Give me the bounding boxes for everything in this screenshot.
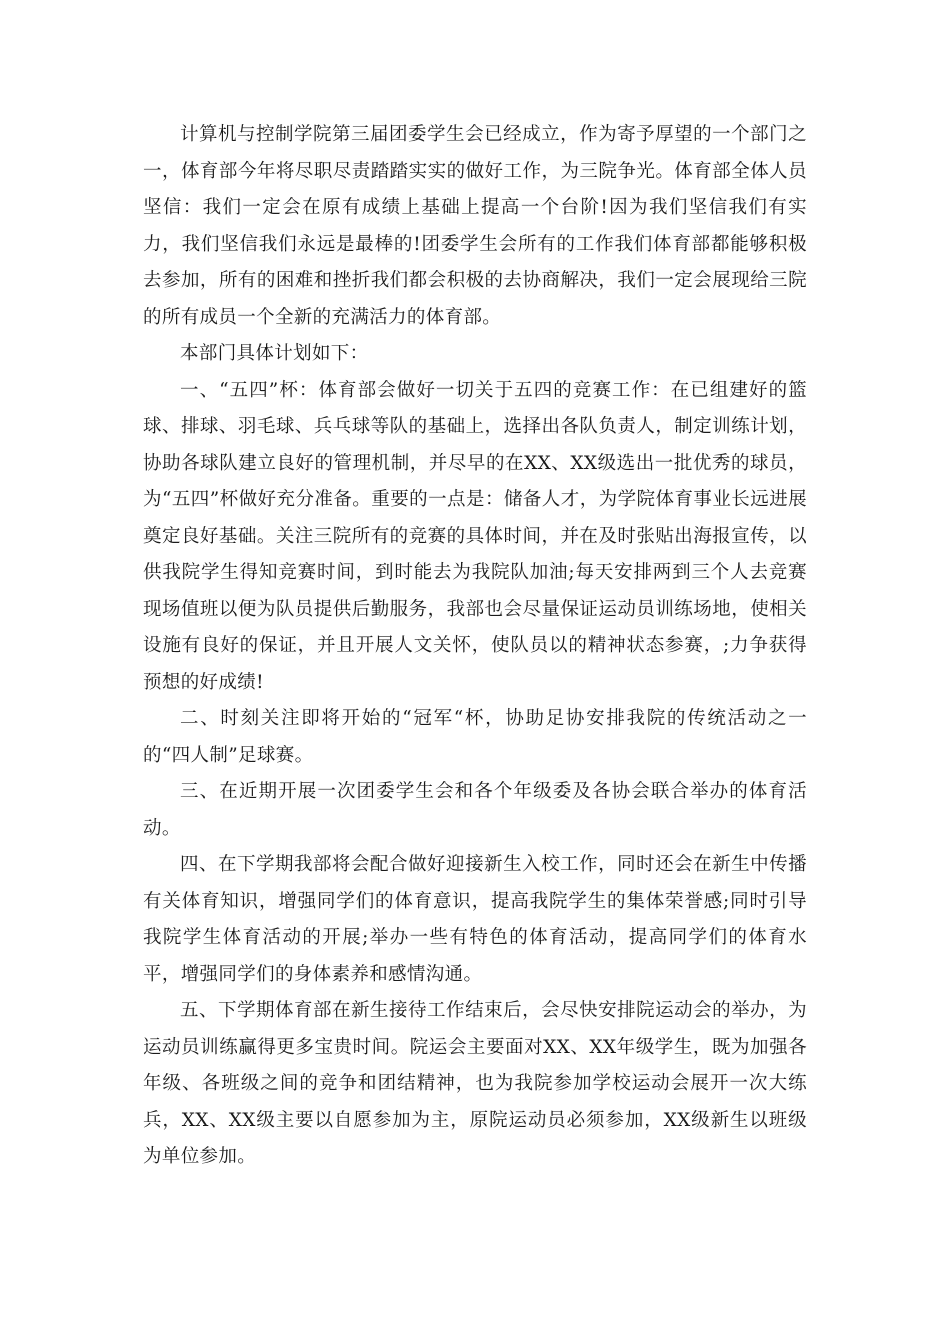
plan-item-4-paragraph: 四、在下学期我部将会配合做好迎接新生入校工作，同时还会在新生中传播有关体育知识，增强同学们的体育意识，提高我院学生的集体荣誉感;同时引导我院学生体育活动的开展;举办一些有特色的体育活动，提高同学们的体育水平，增强同学们的身体素养和感情沟通。 (143, 854, 807, 985)
plan-item-5-paragraph: 五、下学期体育部在新生接待工作结束后，会尽快安排院运动会的举办，为运动员训练赢得更多宝贵时间。院运会主要面对XX、XX年级学生，既为加强各年级、各班级之间的竞争和团结精神，也为我院参加学校运动会展开一次大练兵，XX、XX级主要以自愿参加为主，原院运动员必须参加，XX级新生以班级为单位参加。 (143, 1000, 807, 1167)
plan-item-2-paragraph: 二、时刻关注即将开始的“冠军“杯，协助足协安排我院的传统活动之一的“四人制”足球赛。 (143, 708, 807, 766)
plan-heading-paragraph: 本部门具体计划如下： (180, 343, 369, 364)
document-body (143, 117, 807, 1176)
intro-paragraph: 计算机与控制学院第三届团委学生会已经成立，作为寄予厚望的一个部门之一，体育部今年将尽职尽责踏踏实实的做好工作，为三院争光。体育部全体人员坚信：我们一定会在原有成绩上基础上提高一个台阶!因为我们坚信我们有实力，我们坚信我们永远是最棒的!团委学生会所有的工作我们体育部都能够积极去参加，所有的困难和挫折我们都会积极的去协商解决，我们一定会展现给三院的所有成员一个全新的充满活力的体育部。 (143, 124, 807, 328)
plan-item-1-paragraph: 一、“五四”杯：体育部会做好一切关于五四的竞赛工作：在已组建好的篮球、排球、羽毛球、兵乓球等队的基础上，选择出各队负责人，制定训练计划，协助各球队建立良好的管理机制，并尽早的在XX、XX级选出一批优秀的球员，为“五四”杯做好充分准备。重要的一点是：储备人才，为学院体育事业长远进展奠定良好基础。关注三院所有的竞赛的具体时间，并在及时张贴出海报宣传，以供我院学生得知竞赛时间，到时能去为我院队加油;每天安排两到三个人去竞赛现场值班以便为队员提供后勤服务，我部也会尽量保证运动员训练场地，使相关设施有良好的保证，并且开展人文关怀，使队员以的精神状态参赛，;力争获得预想的好成绩! (143, 379, 807, 693)
plan-item-3-paragraph: 三、在近期开展一次团委学生会和各个年级委及各协会联合举办的体育活动。 (143, 781, 807, 839)
